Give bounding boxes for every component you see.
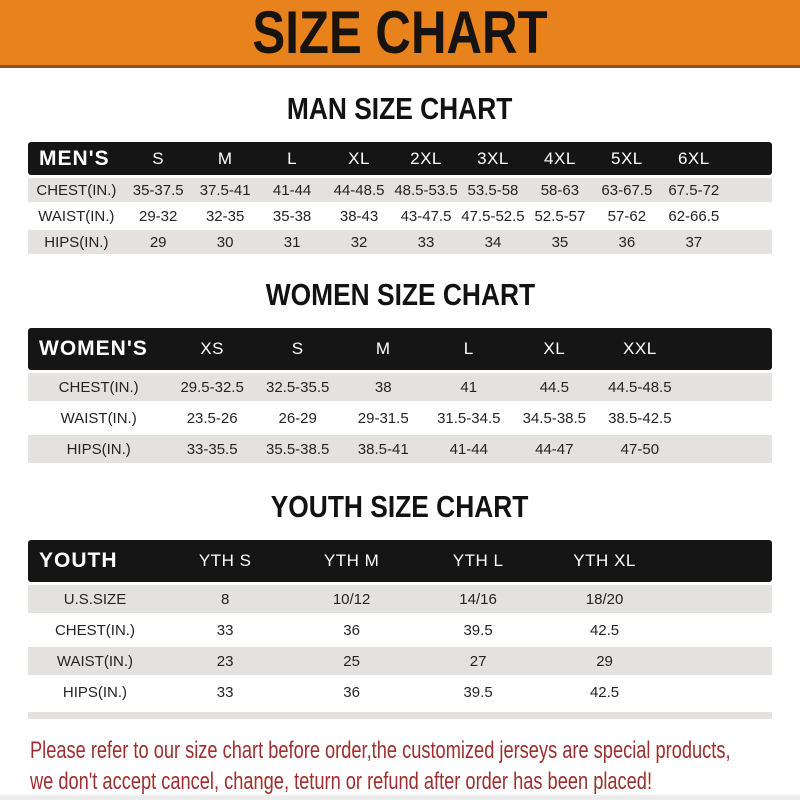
data-cell: 33 [417,233,435,251]
data-cell: 63-67.5 [601,181,653,199]
column-header: 5XL [610,148,643,168]
data-cell: 10/12 [332,590,371,608]
footer-disclaimer-line2: we don't accept cancel, change, teturn or refund after order has been placed! [30,768,653,796]
men-section-title-text: MAN SIZE CHART [287,91,513,126]
table-corner-label: MEN'S [39,146,110,170]
data-cell: 58-63 [540,181,580,199]
data-cell: 37 [685,233,703,251]
data-cell: 47-50 [620,440,660,458]
data-cell: 18/20 [585,590,624,608]
row-label: CHEST(IN.) [36,181,117,199]
men-size-section [0,68,800,254]
men-section-title [0,68,800,142]
column-header: S [291,339,304,359]
data-cell: 67.5-72 [668,181,720,199]
data-cell: 48.5-53.5 [394,181,458,199]
data-cell: 44.5-48.5 [608,378,672,396]
data-cell: 31.5-34.5 [437,409,501,427]
row-label: CHEST(IN.) [54,621,135,639]
data-cell: 29.5-32.5 [180,378,244,396]
column-header: S [152,148,165,168]
data-cell: 33-35.5 [186,440,238,458]
data-cell: 44.5 [539,378,569,396]
table-row [28,204,772,228]
column-header: YTH M [323,551,380,571]
row-label: CHEST(IN.) [58,378,139,396]
column-header: YTH L [452,551,504,571]
women-section-title-text: WOMEN SIZE CHART [265,277,535,313]
table-corner-label: YOUTH [39,549,118,573]
data-cell: 39.5 [463,621,493,639]
size-chart-banner [0,0,800,68]
table-corner-label: WOMEN'S [39,337,148,361]
data-cell: 14/16 [459,590,497,608]
table-row [28,178,772,202]
column-header: XXL [623,339,657,359]
table-row [28,616,772,644]
column-header: XL [543,339,566,359]
table-row [28,435,772,463]
table-row [28,404,772,432]
data-cell: 36 [618,233,636,251]
data-cell: 42.5 [589,683,620,701]
women-size-table [28,328,772,463]
table-row [28,647,772,675]
data-cell: 44-48.5 [333,181,385,199]
table-header-row [28,328,772,370]
footer-disclaimer [30,735,800,797]
data-cell: 36 [343,621,360,639]
row-label: HIPS(IN.) [66,440,131,458]
data-cell: 42.5 [589,621,620,639]
data-cell: 29 [596,652,613,670]
bottom-edge-strip [0,795,800,800]
data-cell: 35-38 [272,207,312,225]
data-cell: 34 [484,233,502,251]
footer-disclaimer-line1: Please refer to our size chart before order,the customized jerseys are special products, [30,737,731,765]
men-size-table [28,142,772,254]
data-cell: 62-66.5 [668,207,720,225]
data-cell: 31 [283,233,301,251]
column-header: XL [348,148,370,168]
row-label: WAIST(IN.) [60,409,137,427]
data-cell: 38-43 [339,207,379,225]
data-cell: 41 [460,378,478,396]
data-cell: 29-32 [139,207,178,225]
column-header: L [287,148,298,168]
data-cell: 23.5-26 [186,409,238,427]
data-cell: 8 [220,590,230,608]
data-cell: 26-29 [278,409,317,427]
data-cell: 35.5-38.5 [265,440,330,458]
data-cell: 39.5 [463,683,493,701]
table-header-row [28,142,772,175]
women-section-title [0,256,800,328]
row-label: U.S.SIZE [63,590,127,608]
data-cell: 32-35 [205,207,245,225]
data-cell: 30 [216,233,234,251]
women-size-section [0,256,800,463]
data-cell: 27 [469,652,487,670]
data-cell: 23 [216,652,234,670]
data-cell: 41-44 [272,181,312,199]
column-header: 4XL [544,148,576,168]
table-row [28,585,772,613]
data-cell: 44-47 [535,440,574,458]
data-cell: 35-37.5 [132,181,184,199]
column-header: L [463,339,474,359]
row-label: HIPS(IN.) [44,233,109,251]
data-cell: 33 [216,621,234,639]
column-header: 3XL [477,148,509,168]
data-cell: 32.5-35.5 [265,378,330,396]
data-cell: 36 [343,683,360,701]
data-cell: 47.5-52.5 [461,207,525,225]
data-cell: 41-44 [449,440,488,458]
data-cell: 38.5-42.5 [608,409,672,427]
column-header: YTH S [198,551,252,571]
column-header: YTH XL [573,551,636,571]
data-cell: 29 [149,233,167,251]
youth-size-section [0,466,800,719]
data-cell: 25 [343,652,360,670]
data-cell: 32 [350,233,368,251]
data-cell: 35 [551,233,569,251]
row-label: HIPS(IN.) [62,683,128,701]
column-header: 6XL [677,148,710,168]
column-header: M [217,148,233,168]
table-row [28,678,772,706]
data-cell: 43-47.5 [400,207,452,225]
data-cell: 52.5-57 [534,207,586,225]
data-cell: 38.5-41 [357,440,409,458]
size-chart-banner-title: SIZE CHART [252,0,548,66]
column-header: XS [200,339,224,359]
data-cell: 38 [374,378,392,396]
youth-table-closing-stripe [28,712,772,719]
youth-section-title [0,466,800,540]
row-label: WAIST(IN.) [38,207,115,225]
table-row [28,230,772,254]
data-cell: 33 [216,683,234,701]
data-cell: 57-62 [607,207,647,225]
data-cell: 34.5-38.5 [522,409,587,427]
row-label: WAIST(IN.) [56,652,133,670]
column-header: M [375,339,391,359]
data-cell: 53.5-58 [467,181,519,199]
column-header: 2XL [410,148,442,168]
youth-section-title-text: YOUTH SIZE CHART [271,489,529,525]
youth-size-table [28,540,772,706]
table-row [28,373,772,401]
data-cell: 29-31.5 [357,409,409,427]
table-header-row [28,540,772,582]
data-cell: 37.5-41 [199,181,251,199]
